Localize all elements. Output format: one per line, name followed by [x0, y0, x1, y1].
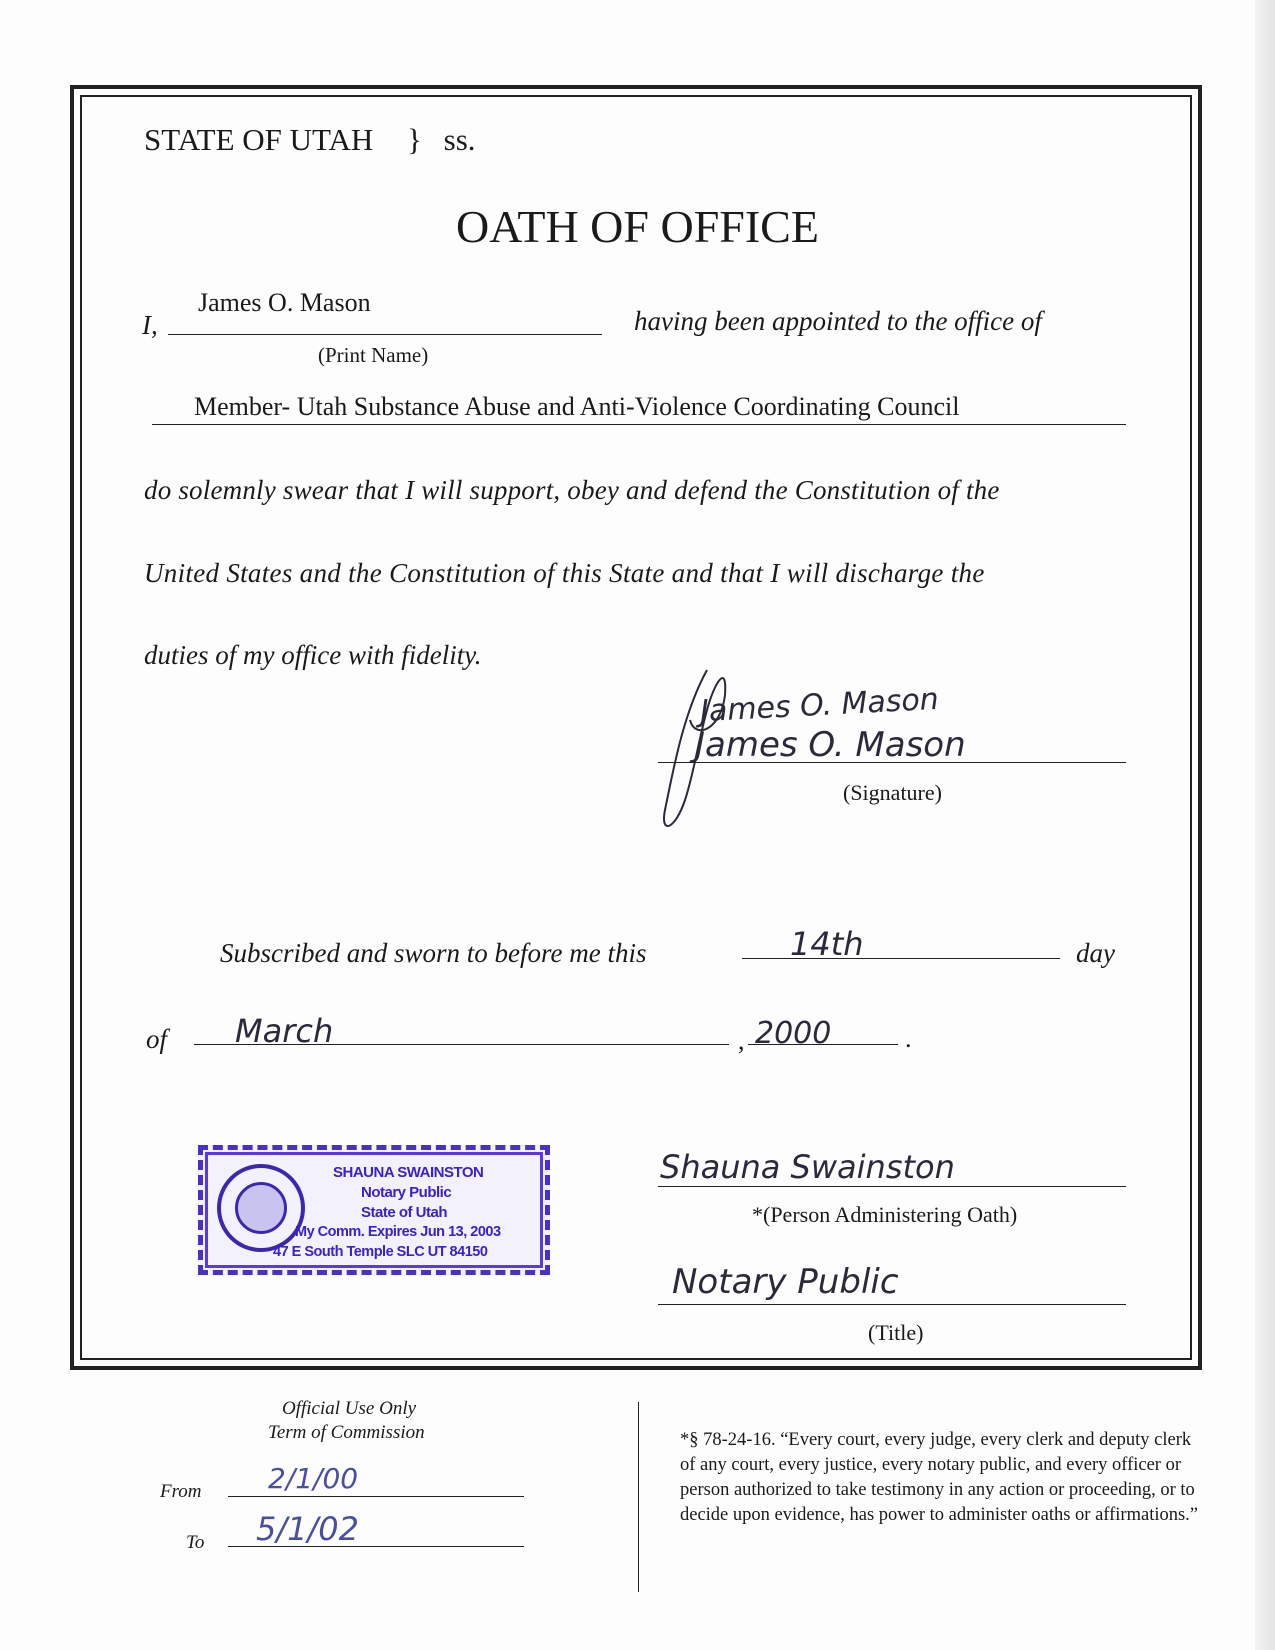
signature-line-a: James O. Mason: [699, 681, 940, 730]
period: .: [905, 1024, 912, 1053]
office-line: [152, 424, 1126, 425]
to-line: [228, 1546, 524, 1547]
document-title: OATH OF OFFICE: [456, 201, 819, 252]
stamp-name: SHAUNA SWAINSTON: [333, 1164, 484, 1181]
footer-divider: [638, 1402, 639, 1592]
title-line: [658, 1304, 1126, 1305]
notary-stamp: [198, 1145, 550, 1275]
administrator-signature: Shauna Swainston: [660, 1148, 955, 1186]
from-line: [228, 1496, 524, 1497]
signature-line-b: James O. Mason: [695, 725, 966, 765]
stamp-state: State of Utah: [361, 1204, 448, 1221]
state-seal-icon: [217, 1164, 305, 1252]
from-label: From: [160, 1481, 202, 1502]
office-value: Member- Utah Substance Abuse and Anti-Violence Coordinating Council: [194, 392, 960, 421]
print-name-value: James O. Mason: [198, 288, 371, 317]
term-heading: Term of Commission: [268, 1422, 425, 1443]
stamp-address: 47 E South Temple SLC UT 84150: [273, 1244, 488, 1260]
month-value: March: [235, 1012, 334, 1050]
statute-note: *§ 78-24-16. “Every court, every judge, every clerk and deputy clerk of any court, every justice, every notary public, and every officer or person authorized to take testimony in any action or proceeding, or to decide upon evidence, has power to administer oaths or affirmations.”: [680, 1430, 1199, 1525]
year-line: [748, 1044, 898, 1045]
stamp-expires: My Comm. Expires Jun 13, 2003: [295, 1224, 501, 1240]
appointed-text: having been appointed to the office of: [634, 306, 1042, 336]
of-label: of: [146, 1024, 168, 1054]
to-value: 5/1/02: [256, 1510, 359, 1548]
brace: }: [407, 122, 422, 157]
name-line: [168, 334, 602, 335]
comma: ,: [738, 1026, 745, 1055]
oath-line-1: do solemnly swear that I will support, obey and defend the Constitution of the: [144, 475, 1000, 505]
oath-line-3: duties of my office with fidelity.: [144, 640, 482, 670]
official-heading: Official Use Only: [282, 1398, 417, 1419]
title-caption: (Title): [868, 1320, 924, 1345]
month-line: [194, 1044, 729, 1045]
print-name-caption: (Print Name): [318, 343, 429, 367]
state-heading: [144, 122, 476, 158]
signature-caption: (Signature): [843, 780, 942, 805]
administrator-caption: *(Person Administering Oath): [752, 1202, 1018, 1227]
to-label: To: [186, 1532, 205, 1553]
ss-label: ss.: [443, 122, 476, 157]
from-value: 2/1/00: [268, 1462, 359, 1495]
day-value: 14th: [790, 925, 864, 963]
i-prefix: I,: [142, 310, 158, 340]
sworn-text: Subscribed and sworn to before me this: [220, 938, 647, 968]
title-value: Notary Public: [672, 1262, 899, 1302]
signature-line: [658, 762, 1126, 763]
oath-line-2: United States and the Constitution of this State and that I will discharge the: [144, 558, 985, 588]
day-line: [742, 958, 1060, 959]
stamp-role: Notary Public: [361, 1184, 452, 1201]
day-label: day: [1076, 938, 1115, 968]
year-value: 2000: [755, 1016, 832, 1051]
administrator-line: [658, 1186, 1126, 1187]
state-name: STATE OF UTAH: [144, 122, 374, 157]
